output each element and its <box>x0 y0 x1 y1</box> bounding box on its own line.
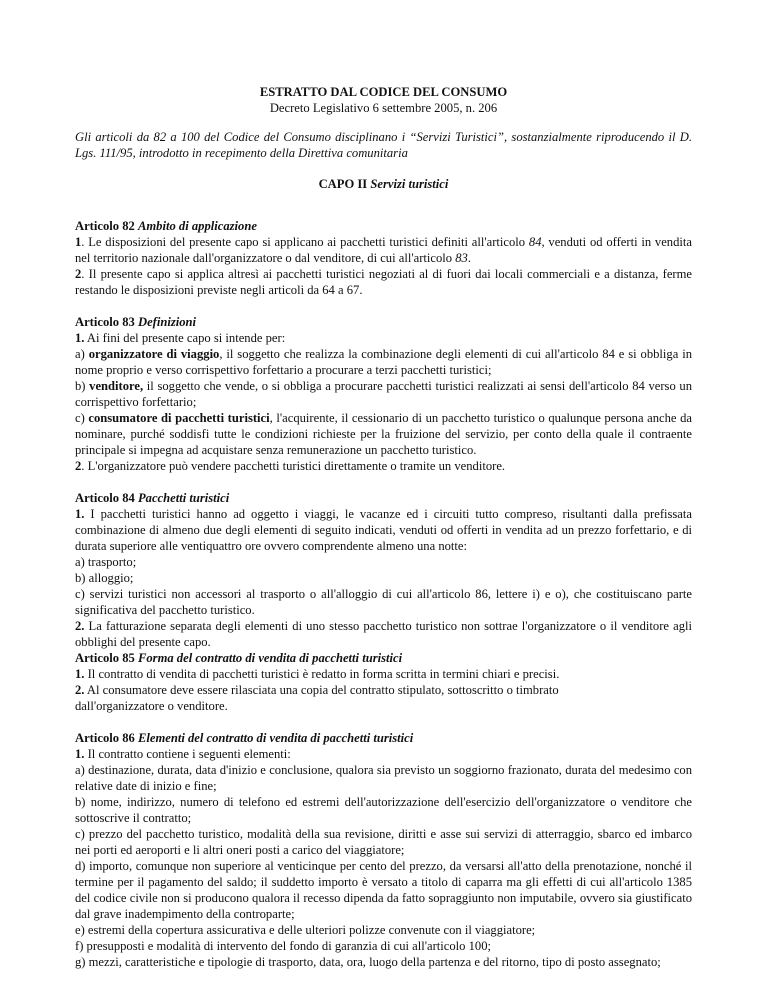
article-reference: 84 <box>528 235 542 249</box>
document-subtitle: Decreto Legislativo 6 settembre 2005, n. 206 <box>269 101 498 115</box>
article-title: Definizioni <box>137 315 197 329</box>
list-item: d) importo, comunque non superiore al venticinque per cento del prezzo, da versarsi all'atto della prenotazione, nonché il termine per il pagamento del saldo; il suddetto importo è versato a titolo di caparra ma gli effetti di cui all'articolo 1385 del codice civile non si producono qualora il recesso dipenda da fatto sopraggiunto non imputabile, ovvero sia giustificato dal grave inadempimento della controparte; <box>75 859 692 921</box>
paragraph <box>75 266 692 298</box>
list-item: c) servizi turistici non accessori al trasporto o all'alloggio di cui all'articolo 86, lettere i) e o), che costituiscano parte significativa del pacchetto turistico. <box>75 587 692 617</box>
paragraph-text: . L'organizzatore può vendere pacchetti turistici direttamente o tramite un venditore. <box>81 459 506 473</box>
chapter-heading <box>75 176 692 192</box>
list-item: a) destinazione, durata, data d'inizio e conclusione, qualora sia previsto un soggiorno frazionato, durata del medesimo con relative date di inizio e fine; <box>75 763 692 793</box>
article-number: Articolo 82 <box>75 219 135 233</box>
paragraph <box>75 746 692 762</box>
list-item: b) nome, indirizzo, numero di telefono ed estremi dell'autorizzazione dell'esercizio dell'organizzatore o venditore che sottoscrive il contratto; <box>75 795 692 825</box>
article-heading <box>75 490 692 506</box>
chapter-title: Servizi turistici <box>370 177 449 191</box>
paragraph-text: . Le disposizioni del presente capo si applicano ai pacchetti turistici definiti all'articolo <box>81 235 529 249</box>
defined-term: consumatore di pacchetti turistici <box>88 411 270 425</box>
article-83 <box>75 314 692 474</box>
paragraph <box>75 234 692 266</box>
paragraph-text: Il contratto di vendita di pacchetti turistici è redatto in forma scritta in termini chiari e precisi. <box>84 667 560 681</box>
article-heading <box>75 314 692 330</box>
list-item <box>75 346 692 378</box>
item-text: , il soggetto che realizza la combinazione degli elementi di cui all'articolo 84 e si obbliga in nome proprio e verso corrispettivo forfettario a procurare a terzi pacchetti turistici; <box>75 347 692 377</box>
list-item: f) presupposti e modalità di intervento del fondo di garanzia di cui all'articolo 100; <box>75 939 491 953</box>
paragraph-number: 1 <box>75 235 82 249</box>
item-letter: a) <box>75 347 89 361</box>
article-heading <box>75 730 692 746</box>
list-item: c) prezzo del pacchetto turistico, modalità della sua revisione, diritti e asse sui servizi di atterraggio, sbarco ed imbarco nei porti ed aeroporti e li altri oneri posti a carico del viaggiatore; <box>75 827 692 857</box>
article-85 <box>75 650 692 714</box>
article-reference: 83 <box>455 251 468 265</box>
article-title: Elementi del contratto di vendita di pacchetti turistici <box>137 731 414 745</box>
paragraph-number: 2. <box>75 619 85 633</box>
paragraph-number: 1. <box>75 507 85 521</box>
list-item <box>75 410 692 458</box>
list-item: g) mezzi, caratteristiche e tipologie di trasporto, data, ora, luogo della partenza e del ritorno, tipo di posto assegnato; <box>75 955 661 969</box>
item-text: il soggetto che vende, o si obbliga a procurare pacchetti turistici realizzati ai sensi dell'articolo 84 verso un corrispettivo forfettario; <box>75 379 692 409</box>
paragraph <box>75 682 692 714</box>
paragraph-text: La fatturazione separata degli elementi di uno stesso pacchetto turistico non sottrae l'organizzatore o il venditore agli obblighi del presente capo. <box>75 619 692 649</box>
chapter-number: CAPO II <box>318 177 368 191</box>
paragraph-number: 2 <box>75 267 82 281</box>
list-item: a) trasporto; <box>75 555 137 569</box>
paragraph <box>75 618 692 650</box>
paragraph-text: Al consumatore deve essere rilasciata una copia del contratto stipulato, sottoscritto o timbrato <box>84 683 559 697</box>
paragraph-text: I pacchetti turistici hanno ad oggetto i viaggi, le vacanze ed i circuiti tutto compreso, risultanti dalla prefissata combinazione di almeno due degli elementi di seguito indicati, venduti od offerti in vendita ad un prezzo forfettario, e di durata superiore alle ventiquattro ore ovvero comprendente almeno una notte: <box>75 507 692 553</box>
paragraph-number: 2 <box>75 459 82 473</box>
article-heading <box>75 650 692 666</box>
paragraph <box>75 506 692 554</box>
paragraph-text: . Il presente capo si applica altresì ai pacchetti turistici negoziati al di fuori dai locali commerciali e a distanza, ferme restando le disposizioni previste negli articoli da 64 a 67. <box>75 267 692 297</box>
article-82 <box>75 218 692 298</box>
document-title: ESTRATTO DAL CODICE DEL CONSUMO <box>259 85 508 99</box>
paragraph-text: dall'organizzatore o venditore. <box>75 699 228 713</box>
defined-term: organizzatore di viaggio <box>88 347 220 361</box>
paragraph-text: . <box>467 251 471 265</box>
article-84 <box>75 490 692 650</box>
article-86 <box>75 730 692 970</box>
paragraph-text: , venduti od offerti in vendita nel territorio nazionale dall'organizzatore o dal venditore, di cui all'articolo <box>75 235 692 265</box>
paragraph-number: 1. <box>75 667 85 681</box>
list-item <box>75 378 692 410</box>
article-title: Ambito di applicazione <box>137 219 257 233</box>
paragraph-number: 2. <box>75 683 85 697</box>
article-heading <box>75 218 692 234</box>
paragraph <box>75 458 692 474</box>
paragraph-number: 1. <box>75 331 85 345</box>
paragraph <box>75 666 692 682</box>
item-letter: b) <box>75 379 90 393</box>
item-text: , l'acquirente, il cessionario di un pacchetto turistico o qualunque persona anche da nominare, purché soddisfi tutte le condizioni richieste per la fruizione del servizio, per conto della quale il contraente principale si impegna ad acquistare senza remunerazione un pacchetto turistico. <box>75 411 693 457</box>
article-number: Articolo 86 <box>75 731 135 745</box>
article-number: Articolo 85 <box>75 651 135 665</box>
list-item: e) estremi della copertura assicurativa e delle ulteriori polizze convenute con il viaggiatore; <box>75 923 536 937</box>
article-number: Articolo 83 <box>75 315 135 329</box>
article-title: Pacchetti turistici <box>137 491 230 505</box>
paragraph <box>75 330 692 346</box>
defined-term: venditore, <box>89 379 144 393</box>
list-item: b) alloggio; <box>75 571 134 585</box>
item-letter: c) <box>75 411 89 425</box>
intro-note: Gli articoli da 82 a 100 del Codice del Consumo disciplinano i “Servizi Turistici”, sostanzialmente riproducendo il D. Lgs. 111/95, introdotto in recepimento della Direttiva comunitaria <box>75 130 692 160</box>
document-header <box>75 84 692 116</box>
article-title: Forma del contratto di vendita di pacchetti turistici <box>137 651 403 665</box>
article-number: Articolo 84 <box>75 491 135 505</box>
paragraph-number: 1. <box>75 747 85 761</box>
paragraph-text: Ai fini del presente capo si intende per: <box>84 331 286 345</box>
paragraph-text: Il contratto contiene i seguenti elementi: <box>84 747 291 761</box>
